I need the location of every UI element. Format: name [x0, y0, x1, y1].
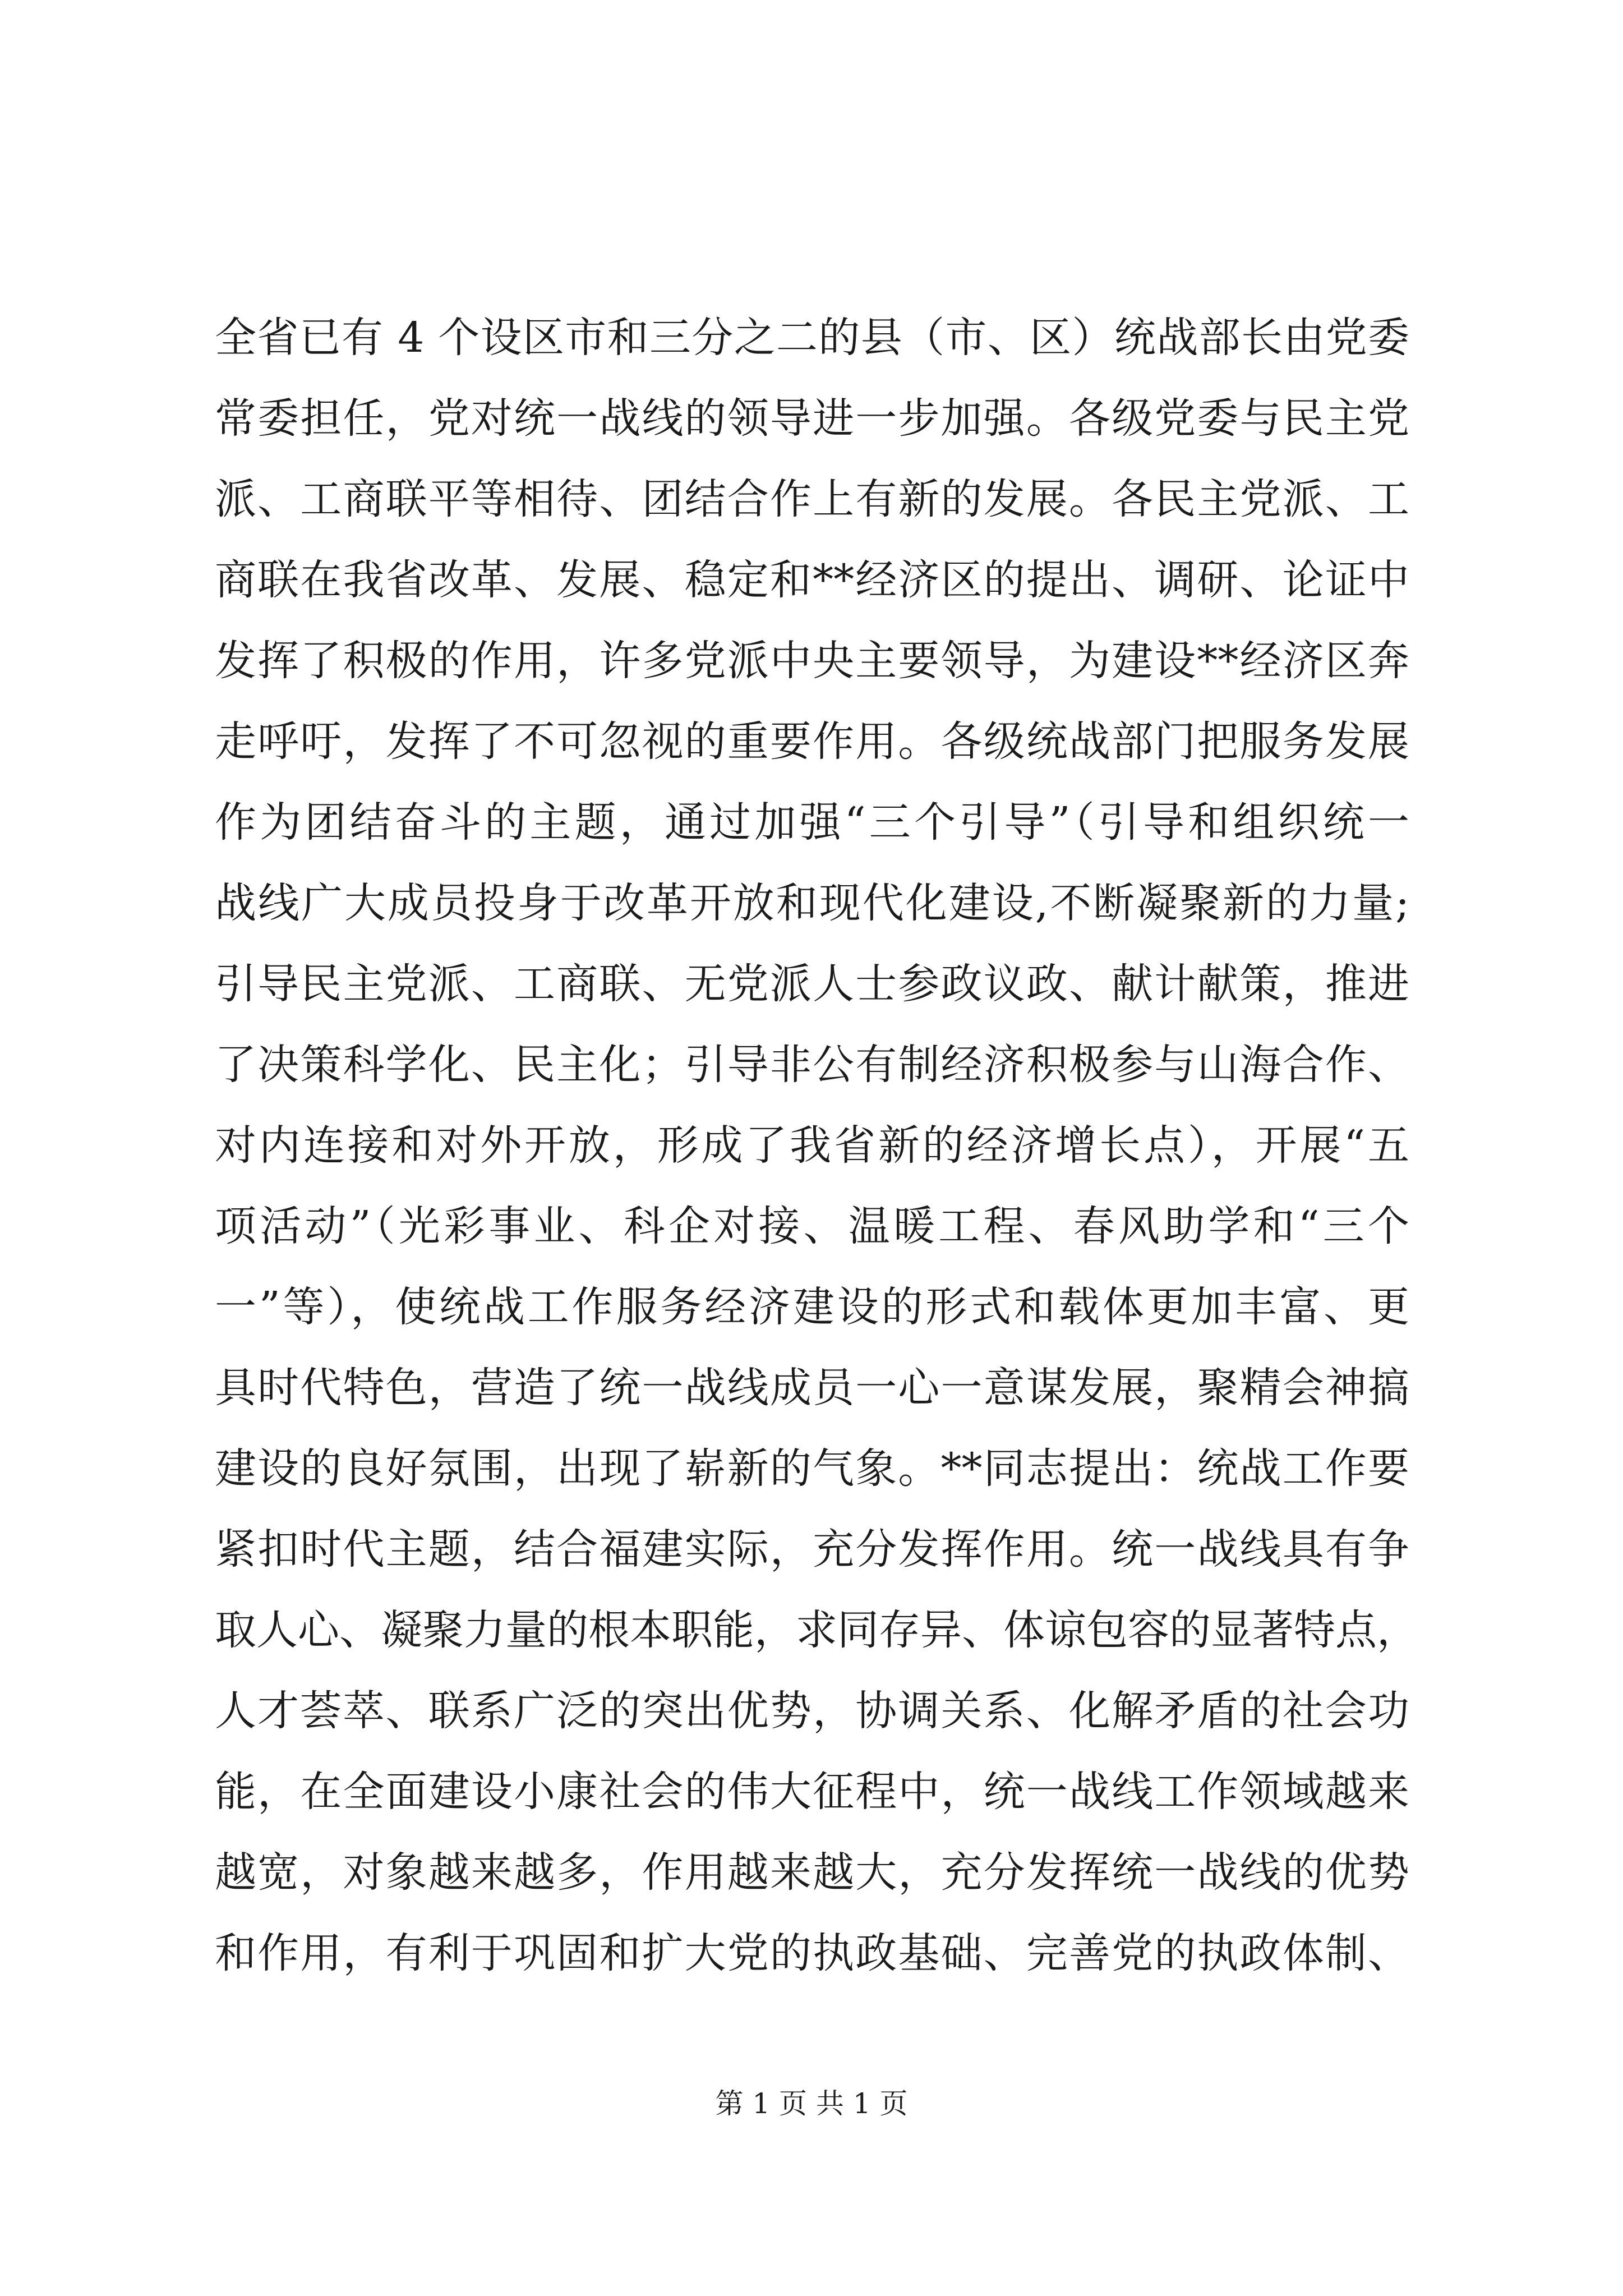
text-line: 派、工商联平等相待、团结合作上有新的发展。各民主党派、工: [215, 475, 1409, 523]
text-line: 具时代特色，营造了统一战线成员一心一意谋发展，聚精会神搞: [215, 1364, 1409, 1412]
page-number-label: 第 1 页 共 1 页: [715, 2087, 908, 2120]
text-line: 能，在全面建设小康社会的伟大征程中，统一战线工作领域越来: [215, 1768, 1409, 1816]
text-line: 建设的良好氛围，出现了崭新的气象。**同志提出：统战工作要: [215, 1444, 1409, 1493]
text-line: 和作用，有利于巩固和扩大党的执政基础、完善党的执政体制、: [215, 1929, 1409, 1977]
text-line: 常委担任，党对统一战线的领导进一步加强。各级党委与民主党: [215, 394, 1409, 443]
text-line: 作为团结奋斗的主题，通过加强“三个引导”（引导和组织统一: [215, 798, 1409, 846]
text-line: 战线广大成员投身于改革开放和现代化建设,不断凝聚新的力量;: [215, 879, 1409, 927]
text-line: 商联在我省改革、发展、稳定和**经济区的提出、调研、论证中: [215, 556, 1409, 604]
text-line: 引导民主党派、工商联、无党派人士参政议政、献计献策，推进: [215, 960, 1409, 1008]
text-line: 越宽，对象越来越多，作用越来越大，充分发挥统一战线的优势: [215, 1848, 1409, 1897]
body-paragraph: [215, 297, 1418, 1994]
text-line: 紧扣时代主题，结合福建实际，充分发挥作用。统一战线具有争: [215, 1525, 1409, 1573]
page-footer: [0, 2087, 1623, 2120]
text-line: 项活动”（光彩事业、科企对接、温暖工程、春风助学和“三个: [215, 1202, 1409, 1250]
text-line: 对内连接和对外开放，形成了我省新的经济增长点），开展“五: [215, 1121, 1409, 1170]
text-line: 一”等），使统战工作服务经济建设的形式和载体更加丰富、更: [215, 1283, 1409, 1331]
text-line: 了决策科学化、民主化；引导非公有制经济积极参与山海合作、: [215, 1041, 1409, 1089]
text-line: 走呼吁，发挥了不可忽视的重要作用。各级统战部门把服务发展: [215, 717, 1409, 766]
text-line: 人才荟萃、联系广泛的突出优势，协调关系、化解矛盾的社会功: [215, 1687, 1409, 1735]
text-line: 取人心、凝聚力量的根本职能，求同存异、体谅包容的显著特点，: [215, 1606, 1418, 1654]
text-line: 发挥了积极的作用，许多党派中央主要领导，为建设**经济区奔: [215, 637, 1409, 685]
text-line: 全省已有 4 个设区市和三分之二的县（市、区）统战部长由党委: [215, 314, 1409, 362]
